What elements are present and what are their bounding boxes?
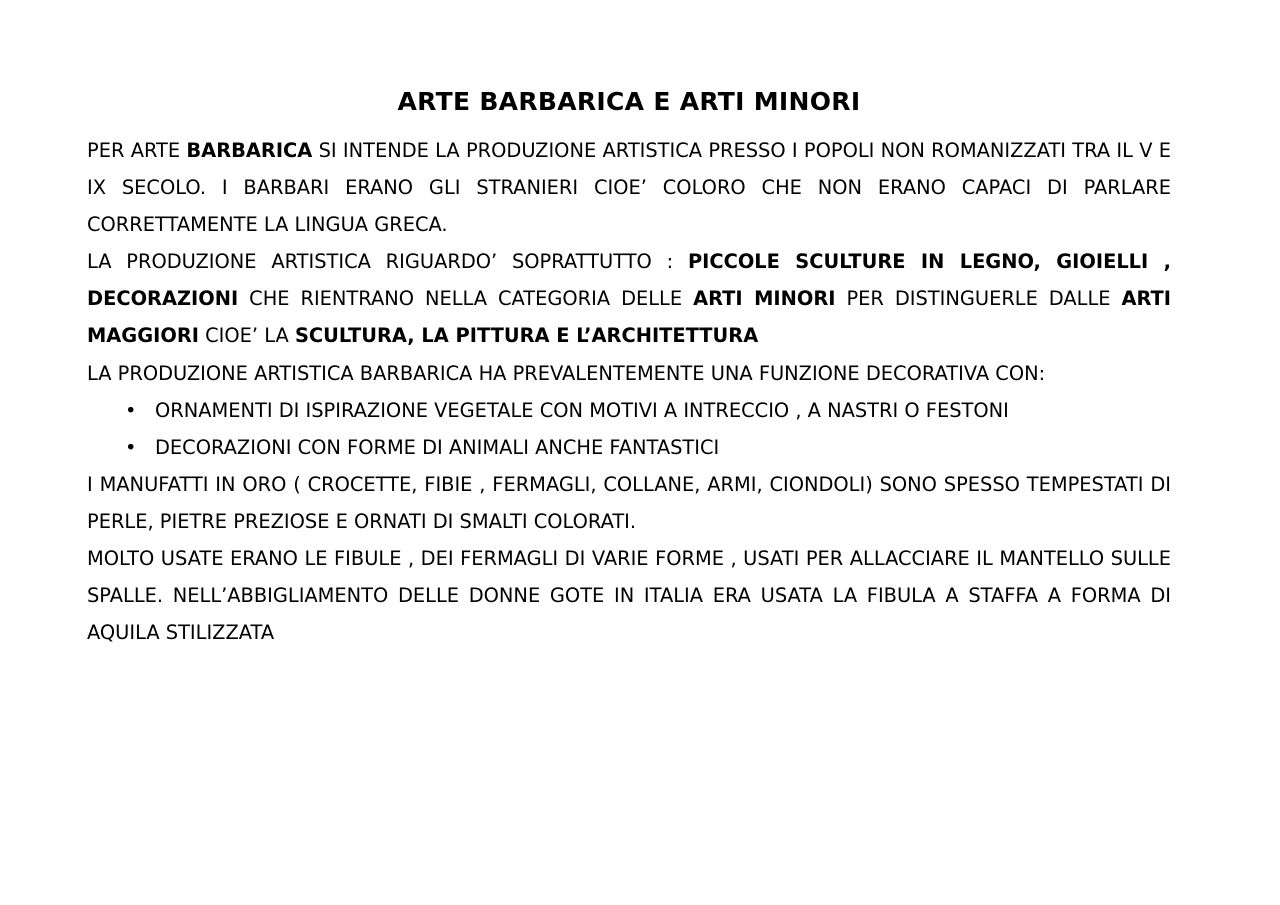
text: PER DISTINGUERLE DALLE <box>835 287 1122 311</box>
bold-term: BARBARICA <box>186 139 313 162</box>
text: SI INTENDE LA PRODUZIONE ARTISTICA PRESSO I POPOLI NON ROMANIZZATI TRA IL V E IX SECOLO. I BARBARI ERANO GLI STRANIERI CIOE’ COLORO CHE NON ERANO CAPACI DI PARLARE CORRETTAMENTE LA LINGUA GRECA. <box>87 139 1171 237</box>
bullet-icon: • <box>125 398 137 422</box>
list-item-text: ORNAMENTI DI ISPIRAZIONE VEGETALE CON MOTIVI A INTRECCIO , A NASTRI O FESTONI <box>155 398 1009 422</box>
text: CIOE’ LA <box>198 324 295 348</box>
paragraph-fibulae: MOLTO USATE ERANO LE FIBULE , DEI FERMAGLI DI VARIE FORME , USATI PER ALLACCIARE IL MANTELLO SULLE SPALLE. NELL’ABBIGLIAMENTO DELLE DONNE GOTE IN ITALIA ERA USATA LA FIBULA A STAFFA A FORMA DI AQUILA STILIZZATA <box>87 547 1171 645</box>
bold-term: PICCOLE SCULTURE IN LEGNO, GIOIELLI , DECORAZIONI <box>87 250 1171 311</box>
list-item <box>125 392 1171 429</box>
bold-term: ARTI MINORI <box>693 287 836 311</box>
list-item <box>125 429 1171 466</box>
bold-term: SCULTURA, LA PITTURA E L’ARCHITETTURA <box>294 324 759 348</box>
paragraph-gold-artifacts: I MANUFATTI IN ORO ( CROCETTE, FIBIE , FERMAGLI, COLLANE, ARMI, CIONDOLI) SONO SPESSO TEMPESTATI DI PERLE, PIETRE PREZIOSE E ORNATI DI SMALTI COLORATI. <box>87 472 1171 533</box>
paragraph-production <box>87 243 1171 354</box>
document-page <box>87 84 1171 651</box>
bullet-icon: • <box>125 435 137 459</box>
text: PER ARTE <box>87 139 187 162</box>
text: CHE RIENTRANO NELLA CATEGORIA DELLE <box>238 287 694 311</box>
bold-term: ARTI MAGGIORI <box>87 287 1171 348</box>
document-title: ARTE BARBARICA E ARTI MINORI <box>397 87 861 116</box>
list-item-text: DECORAZIONI CON FORME DI ANIMALI ANCHE FANTASTICI <box>155 435 720 459</box>
paragraph-definition <box>87 132 1171 243</box>
bullet-list <box>87 392 1171 466</box>
paragraph-function: LA PRODUZIONE ARTISTICA BARBARICA HA PREVALENTEMENTE UNA FUNZIONE DECORATIVA CON: <box>87 361 1046 385</box>
text: LA PRODUZIONE ARTISTICA RIGUARDO’ SOPRATTUTTO : <box>87 250 688 274</box>
